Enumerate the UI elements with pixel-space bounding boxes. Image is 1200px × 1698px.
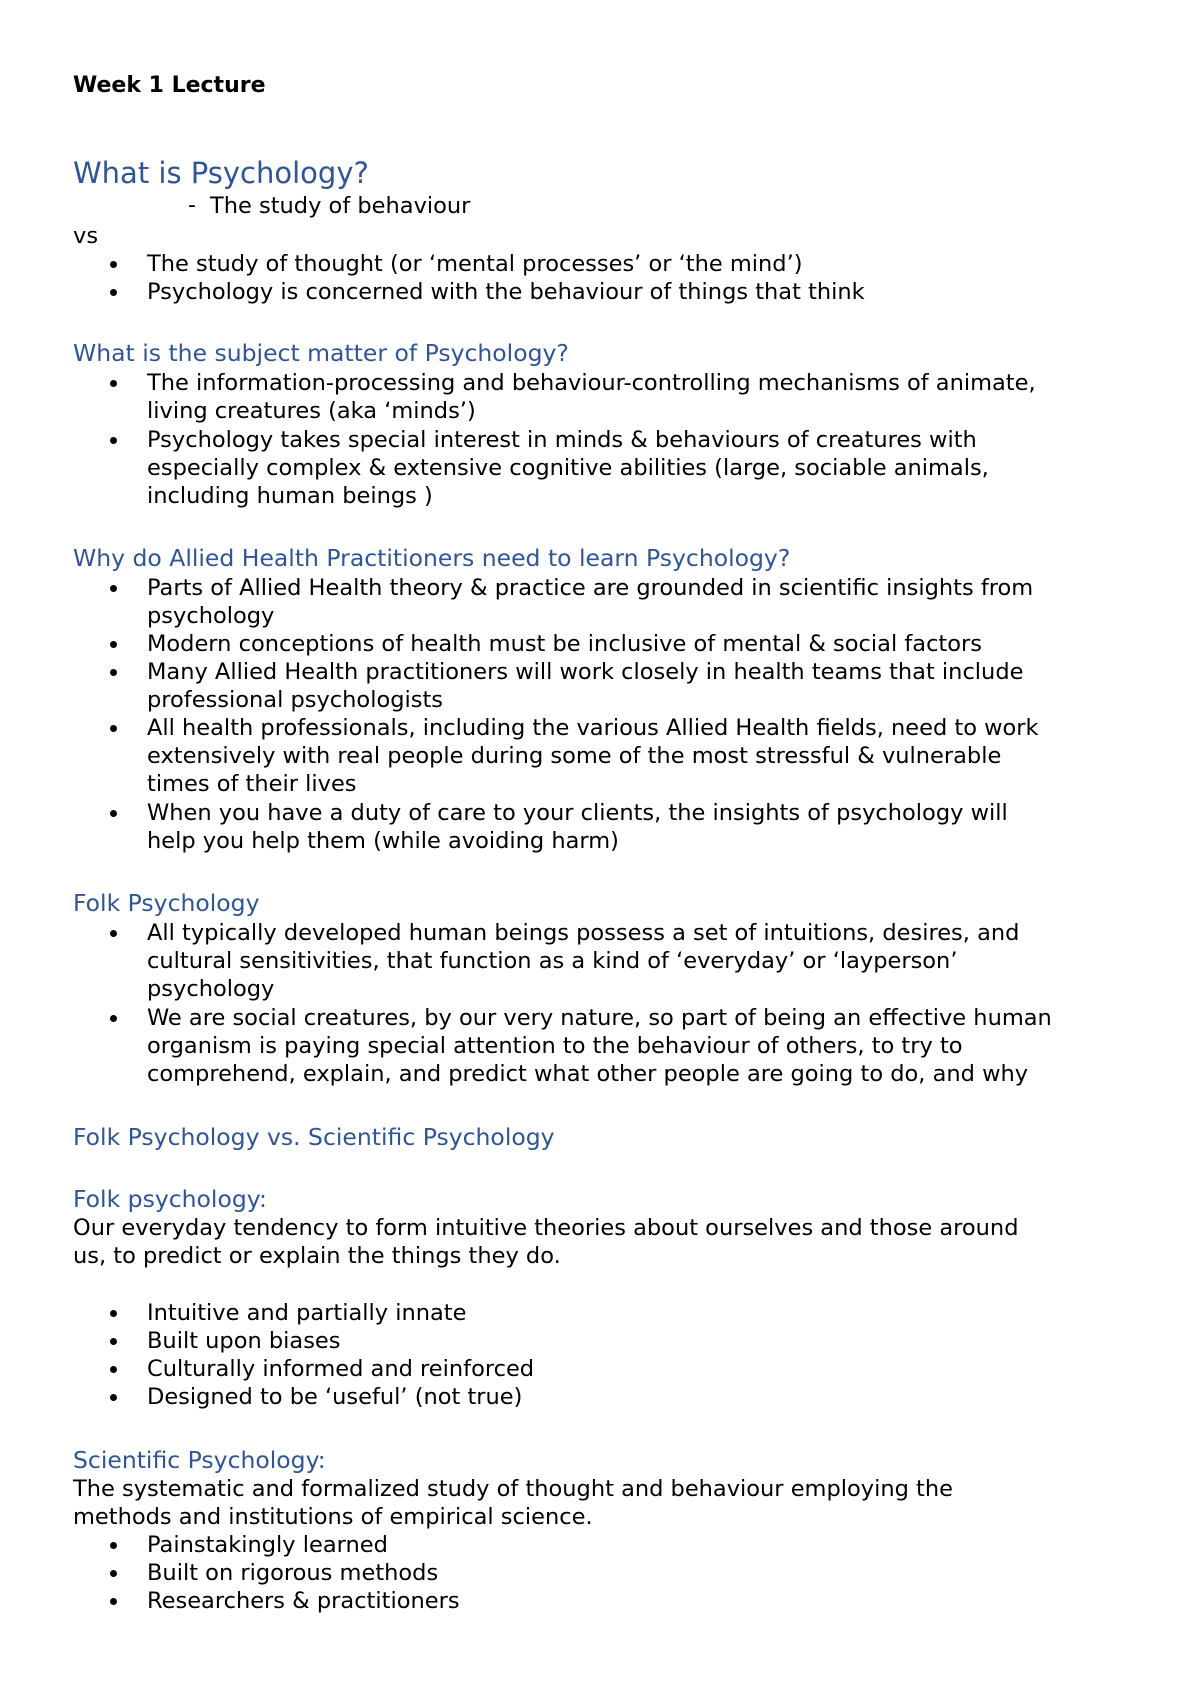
- dash-item: The study of behaviour: [210, 193, 471, 219]
- paragraph-line: The systematic and formalized study of thought and behaviour employing the: [73, 1476, 953, 1502]
- list-item-line: extensively with real people during some of the most stressful & vulnerable: [147, 743, 1002, 769]
- bullet-dot: [110, 1366, 117, 1373]
- bullet-dot: [110, 1542, 117, 1549]
- list-item: Culturally informed and reinforced: [147, 1356, 535, 1382]
- heading-folk-vs-scientific: Folk Psychology vs. Scientific Psychology: [73, 1123, 555, 1151]
- heading-why-allied-health: Why do Allied Health Practitioners need to learn Psychology?: [73, 544, 791, 572]
- list-item: Painstakingly learned: [147, 1532, 388, 1558]
- heading-folk-psychology: Folk Psychology: [73, 889, 260, 917]
- list-item-line: comprehend, explain, and predict what other people are going to do, and why: [147, 1061, 1029, 1087]
- list-item-line: The information-processing and behaviour-controlling mechanisms of animate,: [147, 370, 1036, 396]
- document-title: Week 1 Lecture: [73, 73, 266, 98]
- list-item-line: All health professionals, including the various Allied Health fields, need to work: [147, 715, 1039, 741]
- paragraph-line: methods and institutions of empirical science.: [73, 1504, 593, 1530]
- list-item-line: When you have a duty of care to your clients, the insights of psychology will: [147, 800, 1008, 826]
- bullet-dot: [110, 930, 117, 937]
- list-item-line: Many Allied Health practitioners will work closely in health teams that include: [147, 659, 1024, 685]
- vs-label: vs: [73, 223, 99, 249]
- bullet-dot: [110, 437, 117, 444]
- bullet-dot: [110, 1570, 117, 1577]
- list-item-line: psychology: [147, 976, 275, 1002]
- heading-subject-matter: What is the subject matter of Psychology?: [73, 339, 569, 367]
- list-item: Built upon biases: [147, 1328, 341, 1354]
- list-item: Intuitive and partially innate: [147, 1300, 467, 1326]
- list-item-line: Psychology takes special interest in minds & behaviours of creatures with: [147, 427, 977, 453]
- paragraph-line: Our everyday tendency to form intuitive theories about ourselves and those around: [73, 1215, 1019, 1241]
- bullet-dot: [110, 669, 117, 676]
- bullet-dot: [110, 810, 117, 817]
- list-item: Researchers & practitioners: [147, 1588, 460, 1614]
- bullet-dot: [110, 380, 117, 387]
- list-item-line: Modern conceptions of health must be inclusive of mental & social factors: [147, 631, 982, 657]
- list-item: Built on rigorous methods: [147, 1560, 439, 1586]
- list-item-line: professional psychologists: [147, 687, 444, 713]
- dash-marker: -: [188, 193, 196, 218]
- paragraph-line: us, to predict or explain the things they do.: [73, 1243, 561, 1269]
- list-item-line: All typically developed human beings possess a set of intuitions, desires, and: [147, 920, 1020, 946]
- list-item-line: organism is paying special attention to the behaviour of others, to try to: [147, 1033, 963, 1059]
- list-item-line: Parts of Allied Health theory & practice are grounded in scientific insights from: [147, 575, 1034, 601]
- list-item-line: We are social creatures, by our very nature, so part of being an effective human: [147, 1005, 1052, 1031]
- list-item-line: including human beings ): [147, 483, 433, 509]
- heading-scientific-psychology: Scientific Psychology:: [73, 1446, 326, 1474]
- bullet-dot: [110, 261, 117, 268]
- list-item-line: especially complex & extensive cognitive abilities (large, sociable animals,: [147, 455, 989, 481]
- list-item-line: help you help them (while avoiding harm): [147, 828, 619, 854]
- list-item: The study of thought (or ‘mental processes’ or ‘the mind’): [147, 251, 803, 277]
- list-item: Designed to be ‘useful’ (not true): [147, 1384, 523, 1410]
- list-item-line: times of their lives: [147, 771, 357, 797]
- bullet-dot: [110, 1338, 117, 1345]
- bullet-dot: [110, 585, 117, 592]
- list-item: Psychology is concerned with the behaviour of things that think: [147, 279, 865, 305]
- heading-what-is-psychology: What is Psychology?: [73, 156, 369, 190]
- heading-folk-psychology-definition: Folk psychology:: [73, 1185, 267, 1213]
- bullet-dot: [110, 641, 117, 648]
- bullet-dot: [110, 1015, 117, 1022]
- bullet-dot: [110, 725, 117, 732]
- bullet-dot: [110, 289, 117, 296]
- list-item-line: living creatures (aka ‘minds’): [147, 398, 476, 424]
- list-item-line: cultural sensitivities, that function as a kind of ‘everyday’ or ‘layperson’: [147, 948, 958, 974]
- bullet-dot: [110, 1394, 117, 1401]
- bullet-dot: [110, 1598, 117, 1605]
- list-item-line: psychology: [147, 603, 275, 629]
- bullet-dot: [110, 1310, 117, 1317]
